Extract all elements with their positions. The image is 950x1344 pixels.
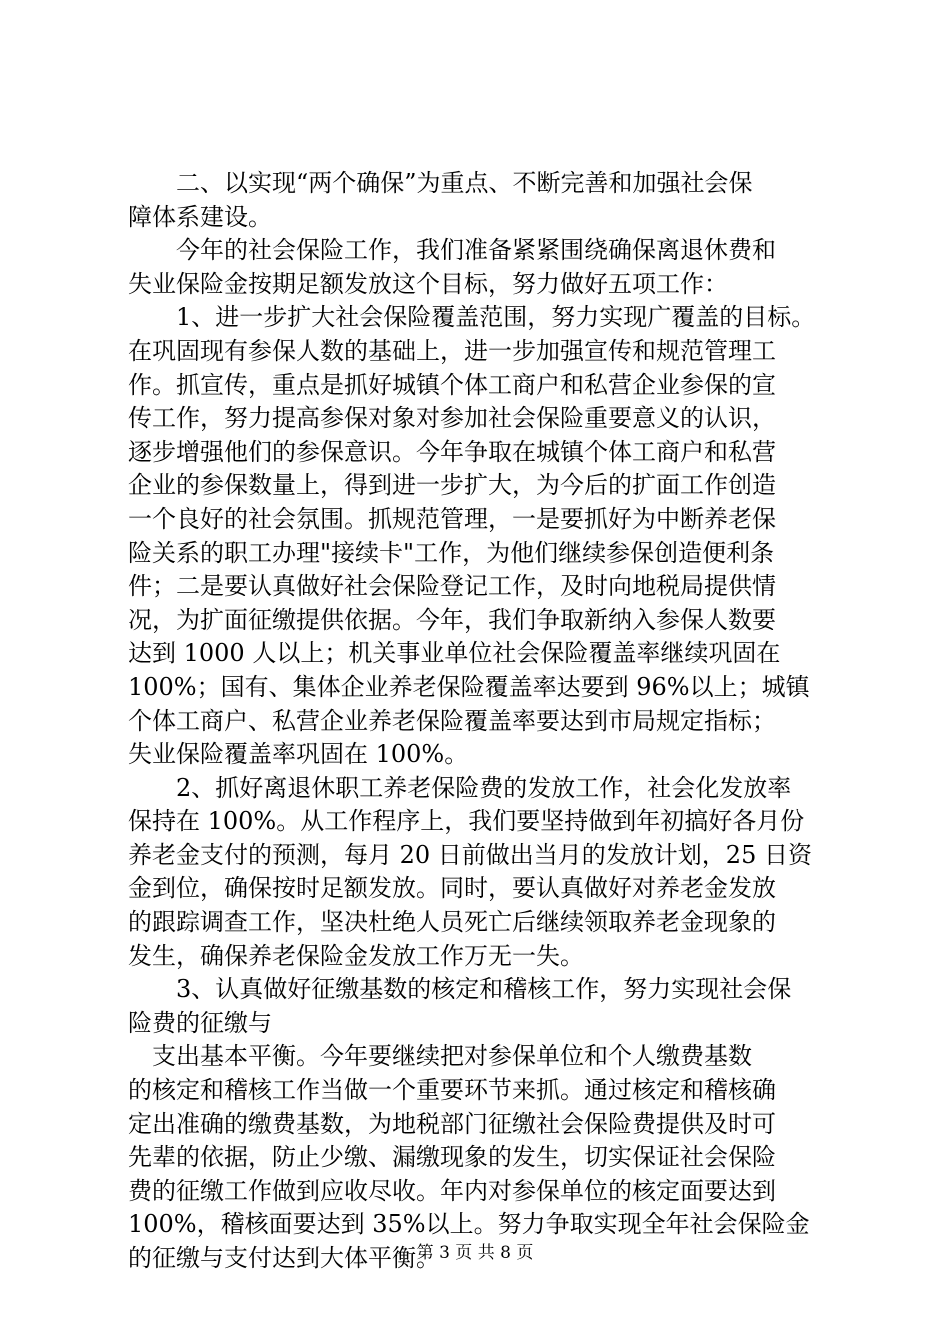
text-line: 作。抓宣传，重点是抓好城镇个体工商户和私营企业参保的宣 [128, 370, 776, 399]
text-line: 传工作，努力提高参保对象对参加社会保险重要意义的认识， [128, 404, 776, 433]
text-line: 2、抓好离退休职工养老保险费的发放工作，社会化发放率 [128, 773, 792, 802]
text-line: 失业保险金按期足额发放这个目标，努力做好五项工作： [128, 269, 728, 298]
text-line: 3、认真做好征缴基数的核定和稽核工作，努力实现社会保 [128, 975, 792, 1004]
text-line: 一个良好的社会氛围。抓规范管理，一是要抓好为中断养老保 [128, 504, 776, 533]
text-line: 保持在 100%。从工作程序上，我们要坚持做到年初搞好各月份 [128, 807, 805, 836]
text-line: 达到 1000 人以上；机关事业单位社会保险覆盖率继续巩固在 [128, 639, 781, 668]
text-line: 的跟踪调查工作，坚决杜绝人员死亡后继续领取养老金现象的 [128, 908, 776, 937]
text-line: 先辈的依据，防止少缴、漏缴现象的发生，切实保证社会保险 [128, 1143, 776, 1172]
text-line: 在巩固现有参保人数的基础上，进一步加强宣传和规范管理工 [128, 336, 776, 365]
text-line: 的征缴与支付达到大体平衡。 [128, 1244, 440, 1272]
document-body [128, 167, 838, 1276]
text-line: 二、以实现“两个确保”为重点、不断完善和加强社会保 [128, 169, 753, 197]
text-line: 费的征缴工作做到应收尽收。年内对参保单位的核定面要达到 [128, 1176, 776, 1205]
text-line: 况，为扩面征缴提供依据。今年，我们争取新纳入参保人数要 [128, 605, 776, 634]
text-line: 今年的社会保险工作，我们准备紧紧围绕确保离退休费和 [128, 236, 776, 265]
text-line: 的核定和稽核工作当做一个重要环节来抓。通过核定和稽核确 [128, 1076, 776, 1105]
text-line: 发生，确保养老保险金发放工作万无一失。 [128, 941, 584, 970]
text-line: 险关系的职工办理"接续卡"工作，为他们继续参保创造便利条 [128, 538, 775, 567]
text-line: 定出准确的缴费基数，为地税部门征缴社会保险费提供及时可 [128, 1109, 776, 1138]
text-line: 支出基本平衡。今年要继续把对参保单位和个人缴费基数 [128, 1042, 752, 1071]
text-line: 个体工商户、私营企业养老保险覆盖率要达到市局规定指标； [128, 706, 776, 735]
text-line: 件；二是要认真做好社会保险登记工作，及时向地税局提供情 [128, 572, 776, 601]
text-line: 金到位，确保按时足额发放。同时，要认真做好对养老金发放 [128, 874, 776, 903]
text-line: 100%；国有、集体企业养老保险覆盖率达要到 96%以上；城镇 [128, 672, 810, 701]
text-line: 企业的参保数量上，得到进一步扩大，为今后的扩面工作创造 [128, 471, 776, 500]
text-line: 1、进一步扩大社会保险覆盖范围，努力实现广覆盖的目标。 [128, 303, 816, 332]
page-number-footer: 第 3 页 共 8 页 [416, 1243, 534, 1263]
text-line: 障体系建设。 [128, 202, 272, 231]
text-line: 险费的征缴与 [128, 1008, 272, 1037]
text-line: 100%，稽核面要达到 35%以上。努力争取实现全年社会保险金 [128, 1210, 810, 1239]
text-line: 失业保险覆盖率巩固在 100%。 [128, 740, 469, 769]
text-line: 养老金支付的预测，每月 20 日前做出当月的发放计划，25 日资 [128, 840, 812, 869]
text-line: 逐步增强他们的参保意识。今年争取在城镇个体工商户和私营 [128, 437, 776, 466]
